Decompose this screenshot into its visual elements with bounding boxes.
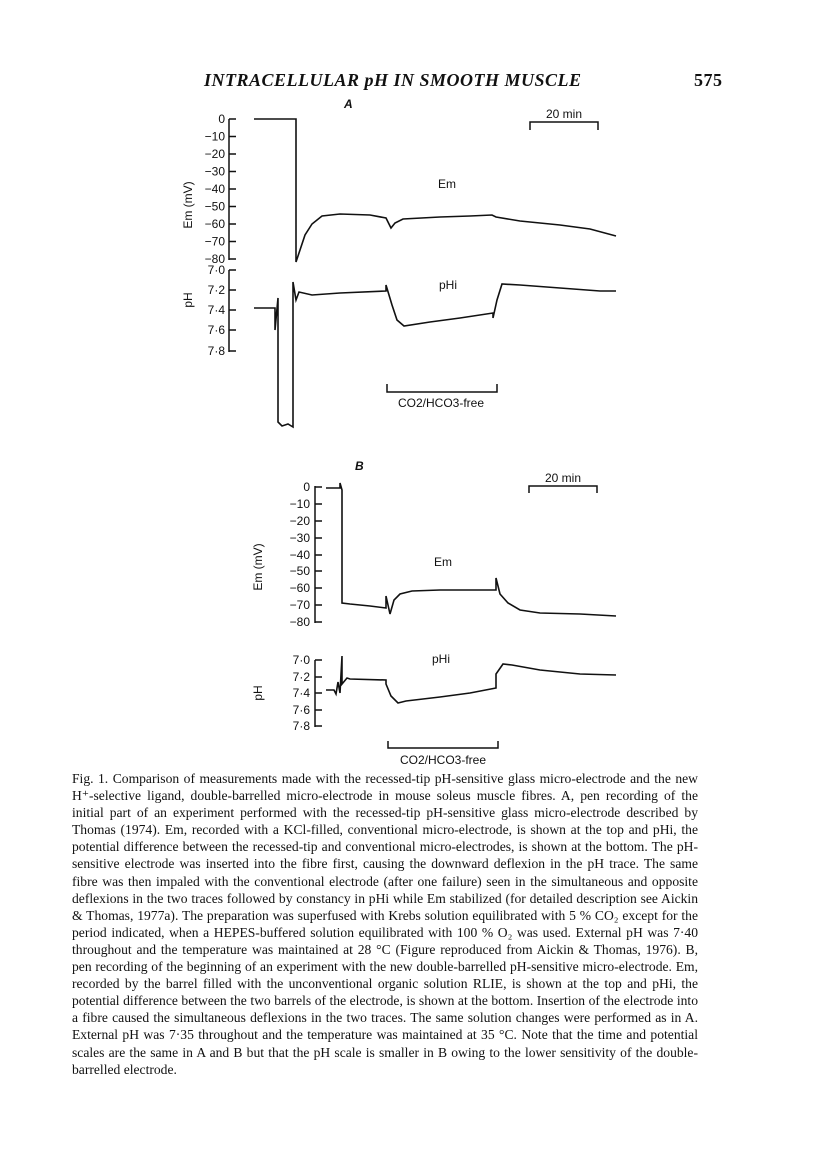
panel-label-b: B xyxy=(355,459,364,473)
em-tick-a-0: 0 xyxy=(218,112,225,126)
em-tick-b-5: −50 xyxy=(289,564,310,578)
em-tick-a-4: −40 xyxy=(204,182,225,196)
ph-tick-a-4: 7·8 xyxy=(207,344,225,358)
em-trace-a xyxy=(254,119,616,262)
em-ylabel-b: Em (mV) xyxy=(251,543,265,591)
ph-tick-b-4: 7·8 xyxy=(292,719,310,733)
ph-ylabel-b: pH xyxy=(251,685,265,701)
period-label-a: CO2/HCO3-free xyxy=(397,396,485,410)
em-tick-b-1: −10 xyxy=(289,497,310,511)
em-tick-b-8: −80 xyxy=(289,615,310,629)
em-tick-a-5: −50 xyxy=(204,199,225,214)
ph-tick-a-1: 7·2 xyxy=(207,283,225,297)
ph-tick-a-3: 7·6 xyxy=(207,323,225,337)
caption-lead: Fig. 1. xyxy=(72,771,109,786)
em-trace-b xyxy=(326,483,616,616)
ph-tick-b-3: 7·6 xyxy=(292,703,310,717)
em-axis-a xyxy=(181,112,236,266)
scale-bar-a xyxy=(530,122,598,130)
ph-tick-b-0: 7·0 xyxy=(292,653,310,667)
ph-tick-a-0: 7·0 xyxy=(207,263,225,277)
panel-label-a: A xyxy=(344,97,353,111)
caption-text: Comparison of measurements made with the recessed-tip pH-sensitive glass micro-electrode and the new H⁺-selective ligand, double-barrelled micro-electrode in mouse soleus muscle fibres. A, pen recording of the initial part of an experiment performed with the recessed-tip pH-sensitive glass micro-electrode described by Thomas (1974). Em, recorded with a KCl-filled, conventional micro-electrode, is shown at the top and pHi, the potential difference between the recessed-tip and conventional micro-electrodes, is shown at the bottom. The pH-sensitive electrode was inserted into the fibre first, causing the downward deflexion in the pH trace. The same fibre was then impaled with the conventional electrode (after one failure) seen in the simultaneous and opposite deflexions in the two traces followed by constancy in pHi while Em stabilized (for detailed description see Aickin & Thomas, 1977a). The preparation was superfused with Krebs solution equilibrated with 5 % CO₂ except for the period indicated, when a HEPES-buffered solution equilibrated with 100 % O₂ was used. External pH was 7·40 throughout and the temperature was maintained at 28 °C (Figure reproduced from Aickin & Thomas, 1976). B, pen recording of the beginning of an experiment with the new double-barrelled pH-sensitive micro-electrode. Em, recorded by the barrel filled with the unconventional organic solution RLIE, is shown at the top and pHi, the potential difference between the two barrels of the electrode, is shown at the bottom. Insertion of the electrode into a fibre caused the simultaneous deflexions in the two traces. The same solution changes were performed as in A. External pH was 7·35 throughout and the temperature was maintained at 35 °C. Note that the time and potential scales are the same in A and B but that the pH scale is smaller in B owing to the lower sensitivity of the double-barrelled electrode. xyxy=(72,771,698,1077)
figure-caption xyxy=(72,770,698,1078)
em-tick-a-7: −70 xyxy=(204,234,225,249)
period-label-b: CO2/HCO3-free xyxy=(399,753,487,767)
period-bracket-b xyxy=(388,741,498,748)
running-title: INTRACELLULAR pH IN SMOOTH MUSCLE xyxy=(204,70,582,90)
ph-axis-a xyxy=(181,263,236,358)
ph-trace-b xyxy=(326,656,616,703)
ph-trace-label-b: pHi xyxy=(432,652,451,666)
em-tick-a-1: −10 xyxy=(204,129,225,144)
em-trace-label-a: Em xyxy=(438,177,456,191)
period-bracket-a xyxy=(387,384,497,392)
scale-bar-label-b: 20 min xyxy=(544,471,582,485)
ph-axis-b xyxy=(251,653,322,733)
em-tick-b-6: −60 xyxy=(289,581,310,595)
em-tick-b-2: −20 xyxy=(289,514,310,528)
em-ylabel-a: Em (mV) xyxy=(181,181,195,229)
scale-bar-label-a: 20 min xyxy=(545,107,583,121)
ph-ylabel-a: pH xyxy=(181,292,195,308)
page-number: 575 xyxy=(694,70,723,90)
em-axis-b xyxy=(251,480,322,629)
em-tick-b-3: −30 xyxy=(289,531,310,545)
em-tick-a-8: −80 xyxy=(204,252,225,266)
ph-tick-b-2: 7·4 xyxy=(292,686,310,700)
em-trace-label-b: Em xyxy=(434,555,452,569)
ph-trace-label-a: pHi xyxy=(439,278,458,292)
em-tick-a-6: −60 xyxy=(204,217,225,231)
em-tick-b-7: −70 xyxy=(289,598,310,612)
em-tick-b-4: −40 xyxy=(289,548,310,562)
scale-bar-b xyxy=(529,486,597,493)
ph-tick-b-1: 7·2 xyxy=(292,670,310,684)
em-tick-b-0: 0 xyxy=(303,480,310,494)
em-tick-a-2: −20 xyxy=(204,147,225,161)
ph-tick-a-2: 7·4 xyxy=(207,303,225,317)
em-tick-a-3: −30 xyxy=(204,164,225,179)
